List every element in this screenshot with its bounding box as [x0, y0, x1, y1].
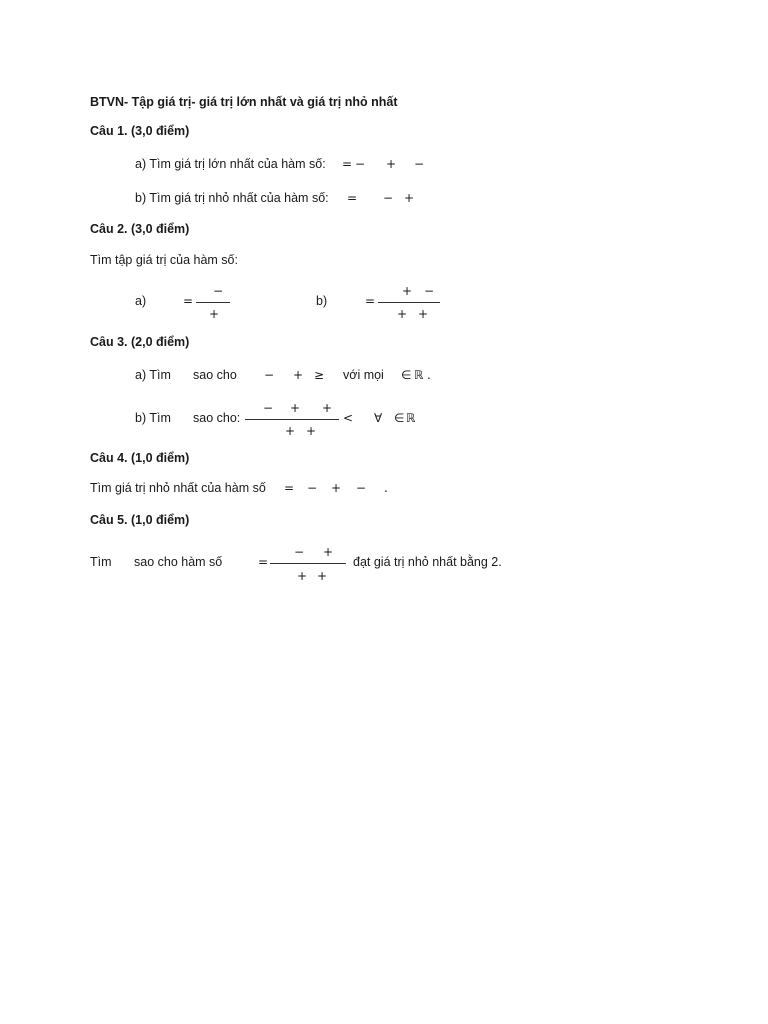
q2a-fraction-bar: [196, 302, 230, 303]
q3a-tim: a) Tìm: [135, 368, 171, 382]
q3b-den2: +: [306, 424, 317, 438]
q3b-fraction-bar: [245, 419, 339, 420]
q2b-num1: +: [402, 284, 413, 298]
q1b-sym3: +: [404, 191, 415, 205]
q3b-num1: −: [263, 401, 274, 415]
q3a-sym1: −: [264, 368, 275, 382]
q4-heading: Câu 4. (1,0 điểm): [90, 451, 190, 465]
q3b-num2: +: [290, 401, 301, 415]
q1b-sym1: =: [347, 191, 358, 205]
q2-heading: Câu 2. (3,0 điểm): [90, 222, 190, 236]
q1-heading: Câu 1. (3,0 điểm): [90, 124, 190, 138]
q2b-den2: +: [418, 307, 429, 321]
q1a-sym1: =: [342, 157, 353, 171]
q3a-sym6: .: [427, 368, 431, 382]
q3a-sym4: ∈: [401, 368, 412, 382]
q4-sym1: =: [284, 481, 295, 495]
q5-tail: đạt giá trị nhỏ nhất bằng 2.: [353, 555, 502, 569]
q5-den1: +: [297, 569, 308, 583]
q1a-sym4: −: [414, 157, 425, 171]
q5-den2: +: [317, 569, 328, 583]
q2b-fraction-bar: [378, 302, 440, 303]
q3a-voimoi: với mọi: [343, 368, 384, 382]
q3b-R: ℝ: [406, 411, 416, 425]
q4-sym2: −: [307, 481, 318, 495]
q4-text: Tìm giá trị nhỏ nhất của hàm số: [90, 481, 266, 495]
q2a-eq: =: [183, 294, 194, 308]
q3a-sym2: +: [293, 368, 304, 382]
q2b-label: b): [316, 294, 328, 308]
q2a-den: +: [209, 307, 220, 321]
q1a-sym3: +: [386, 157, 397, 171]
q1a-text: a) Tìm giá trị lớn nhất của hàm số:: [135, 157, 326, 171]
q3b-in: ∈: [394, 411, 405, 425]
q2a-label: a): [135, 294, 147, 308]
q4-sym3: +: [331, 481, 342, 495]
q3a-sym5: ℝ: [414, 368, 424, 382]
q2a-num: −: [213, 284, 224, 298]
q5-tim: Tìm: [90, 555, 112, 569]
q4-sym5: .: [384, 481, 388, 495]
q1b-text: b) Tìm giá trị nhỏ nhất của hàm số:: [135, 191, 329, 205]
q1a-sym2: −: [355, 157, 366, 171]
q3b-tim: b) Tìm: [135, 411, 171, 425]
q2b-num2: −: [424, 284, 435, 298]
q3b-forall: ∀: [374, 411, 383, 425]
q3b-saocho: sao cho:: [193, 411, 241, 425]
q2-intro: Tìm tập giá trị của hàm số:: [90, 253, 238, 267]
q5-saocho: sao cho hàm số: [134, 555, 223, 569]
q5-fraction-bar: [270, 563, 346, 564]
q4-sym4: −: [356, 481, 367, 495]
q3a-saocho: sao cho: [193, 368, 237, 382]
doc-title: BTVN- Tập giá trị- giá trị lớn nhất và giá trị nhỏ nhất: [90, 95, 398, 109]
q5-num2: +: [323, 545, 334, 559]
q5-eq: =: [258, 555, 269, 569]
q3b-num3: +: [322, 401, 333, 415]
q5-num1: −: [294, 545, 305, 559]
q3-heading: Câu 3. (2,0 điểm): [90, 335, 190, 349]
q2b-eq: =: [365, 294, 376, 308]
q3a-sym3: ≥: [314, 368, 325, 382]
q3b-den1: +: [285, 424, 296, 438]
q5-heading: Câu 5. (1,0 điểm): [90, 513, 190, 527]
q1b-sym2: −: [383, 191, 394, 205]
q3b-lt: <: [343, 411, 354, 425]
q2b-den1: +: [397, 307, 408, 321]
